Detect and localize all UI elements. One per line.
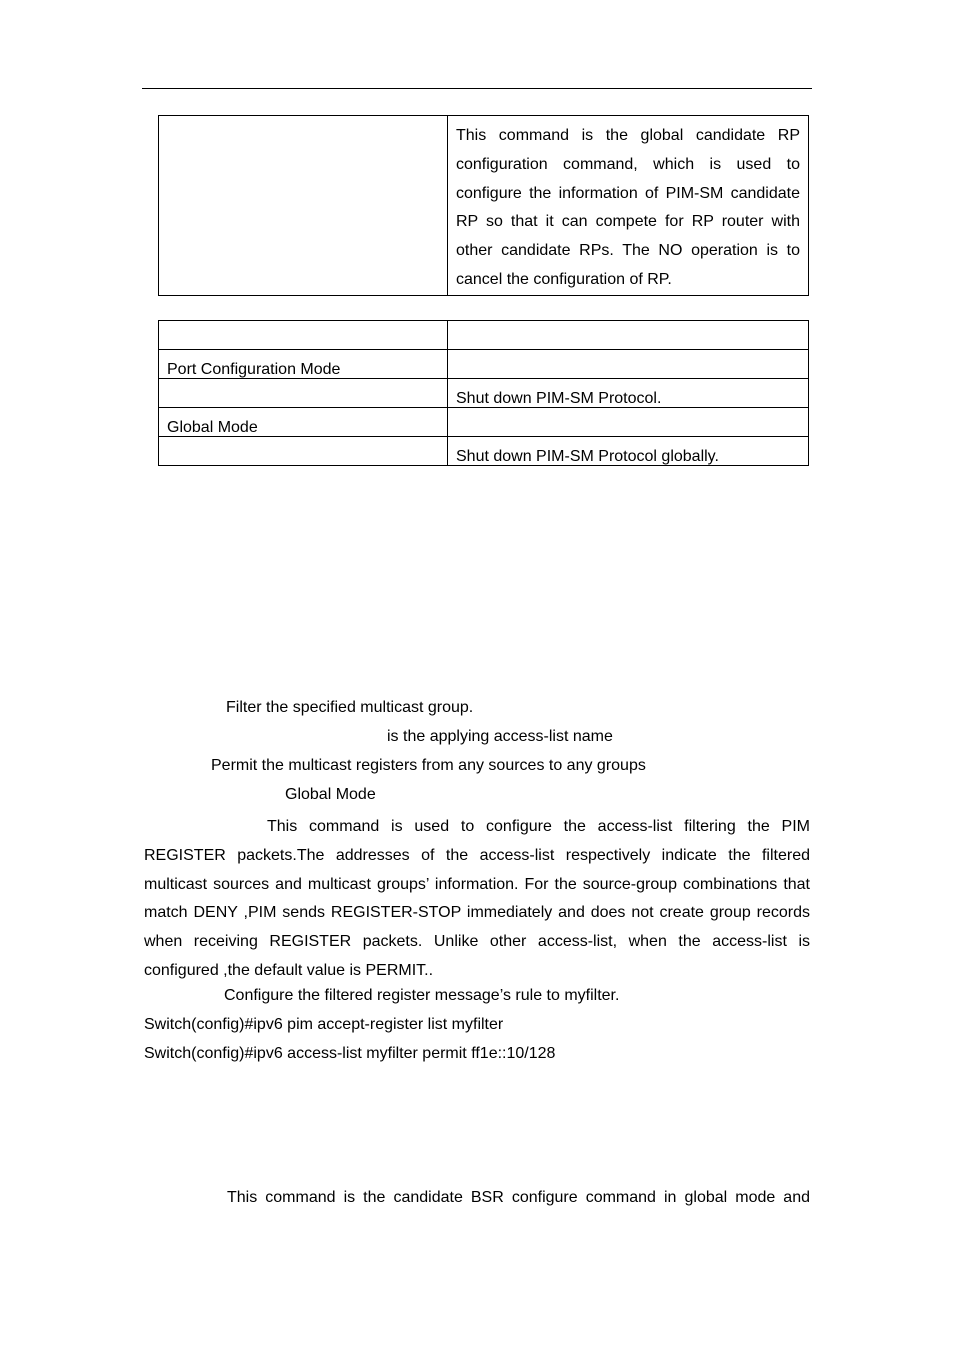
- table-cell: [159, 321, 448, 350]
- example-text: Configure the filtered register message’s rule to myfilter.: [224, 987, 620, 1004]
- command-description: This command is the global candidate RP configuration command, which is used to configure the information of PIM-SM candidate RP so that it can compete for RP router with other candidate RPs. The NO operation is to cancel the configuration of RP.: [448, 116, 809, 296]
- parameter-text: is the applying access-list name: [387, 728, 613, 745]
- mode-table: [158, 320, 809, 466]
- mode-label: Port Configuration Mode: [167, 361, 341, 378]
- table-cell: [159, 408, 448, 437]
- table-cell: [448, 350, 809, 379]
- header-rule: [142, 88, 812, 89]
- table-cell: [159, 437, 448, 466]
- table-cell: [159, 350, 448, 379]
- command-mode-text: Global Mode: [285, 786, 376, 803]
- usage-guide-text: This command is the candidate BSR configure command in global mode and: [227, 1189, 810, 1206]
- table-cell: [448, 379, 809, 408]
- table-row: [159, 437, 809, 466]
- table-cell: [448, 437, 809, 466]
- table-cell: [448, 321, 809, 350]
- command-description-table: [158, 115, 809, 296]
- table-cell-empty: [159, 116, 448, 296]
- usage-guide-paragraph: [144, 813, 810, 986]
- mode-label: Global Mode: [167, 419, 258, 436]
- table-row: [159, 408, 809, 437]
- mode-description: Shut down PIM-SM Protocol globally.: [456, 448, 719, 465]
- table-cell: [448, 408, 809, 437]
- table-row: [159, 116, 809, 296]
- example-command: Switch(config)#ipv6 pim accept-register list myfilter: [144, 1016, 504, 1033]
- table-cell: [159, 379, 448, 408]
- table-row: [159, 379, 809, 408]
- mode-description: Shut down PIM-SM Protocol.: [456, 390, 662, 407]
- table-row: [159, 350, 809, 379]
- table-row: [159, 321, 809, 350]
- usage-guide-text: This command is used to configure the access-list filtering the PIM REGISTER packets.The addresses of the access-list respectively indicate the filtered multicast sources and multicast groups’ information. For the source-group combinations that match DENY ,PIM sends REGISTER-STOP immediately and does not create group records when receiving REGISTER packets. Unlike other access-list, when the access-list is configured ,the default value is PERMIT..: [144, 818, 810, 979]
- example-command: Switch(config)#ipv6 access-list myfilter permit ff1e::10/128: [144, 1045, 556, 1062]
- function-text: Filter the specified multicast group.: [226, 699, 474, 716]
- default-text: Permit the multicast registers from any sources to any groups: [211, 757, 646, 774]
